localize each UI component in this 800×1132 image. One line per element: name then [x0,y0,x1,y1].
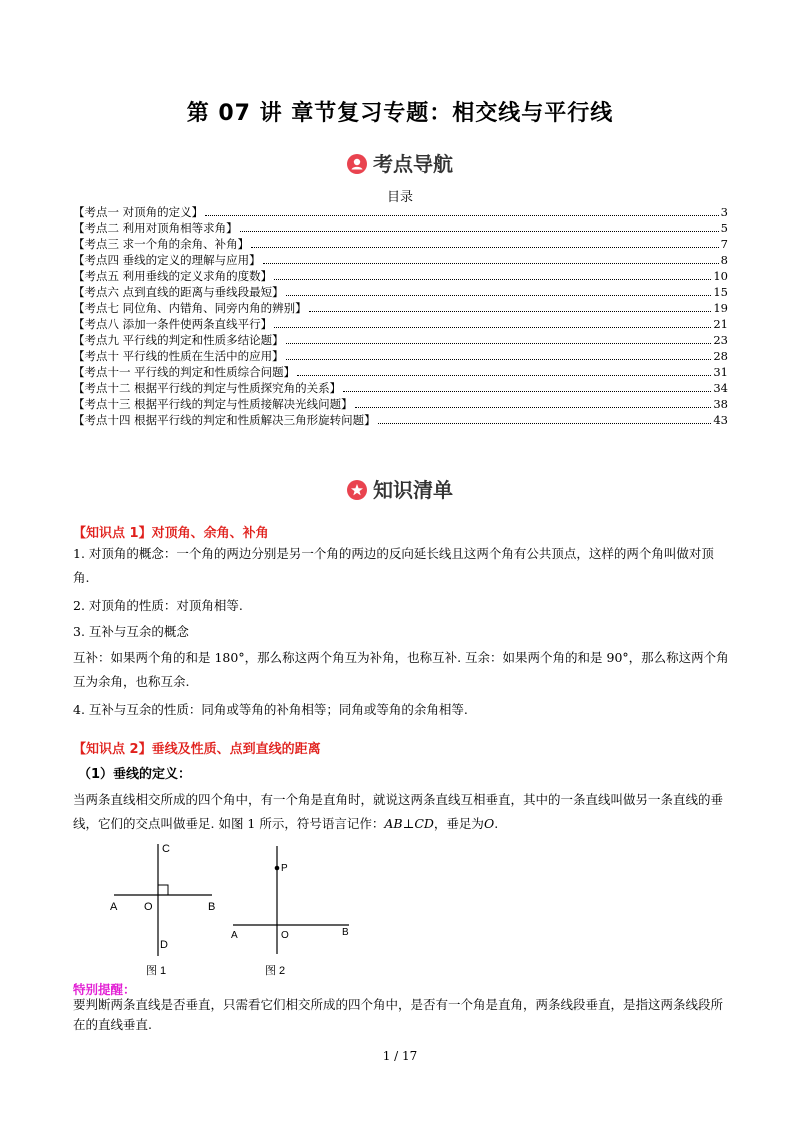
page-title: 第 07 讲 章节复习专题：相交线与平行线 [186,101,614,126]
toc-item[interactable] [73,284,728,300]
figure-2 [225,838,365,978]
nav-heading-label: 考点导航 [373,152,453,176]
notice-text: 要判断两条直线是否垂直，只需看它们相交所成的四个角中，是否有一个角是直角，两条线段垂直，是指这两条线段所在的直线垂直. [73,997,724,1032]
toc-item[interactable] [73,316,728,332]
fig2-label-p: P [281,863,288,874]
fig1-label-b: B [208,901,216,913]
kp1-heading: 【知识点 1】对顶角、余角、补角 [73,526,269,541]
toc-leader-dots [286,359,712,360]
toc-item-page: 34 [713,381,728,395]
toc-item-label: 【考点十三 根据平行线的判定与性质接解决光线问题】 [73,397,353,411]
page-separator: / [394,1049,399,1063]
toc-leader-dots [297,375,711,376]
fig1-caption: 图 1 [146,965,167,977]
fig1-label-c: C [162,843,170,855]
table-of-contents [73,204,728,428]
user-circle-icon [347,154,367,174]
kp1-paragraph-3: 3. 互补与互余的概念 [73,624,189,639]
toc-item[interactable] [73,236,728,252]
toc-item-label: 【考点六 点到直线的距离与垂线段最短】 [73,285,284,299]
toc-item[interactable] [73,204,728,220]
kp1-paragraph-4: 互补：如果两个角的和是 180°，那么称这两个角互为补角，也称互补. 互余：如果两个角的和是 90°，那么称这两个角互为余角，也称互余. [73,650,729,689]
fig1-label-d: D [160,939,168,951]
toc-item-label: 【考点十四 根据平行线的判定和性质解决三角形旋转问题】 [73,413,376,427]
fig1-label-a: A [110,901,118,913]
toc-item[interactable] [73,364,728,380]
toc-item-page: 38 [713,397,728,411]
toc-leader-dots [251,247,719,248]
fig2-caption: 图 2 [265,965,286,977]
kp1-paragraph-1: 1. 对顶角的概念：一个角的两边分别是另一个角的两边的反向延长线且这两个角有公共顶点，这样的两个角叫做对顶角. [73,546,714,585]
toc-item-page: 43 [713,413,728,427]
kp1-paragraph-2: 2. 对顶角的性质：对顶角相等. [73,598,243,613]
toc-item-label: 【考点四 垂线的定义的理解与应用】 [73,253,261,267]
toc-leader-dots [378,423,712,424]
toc-item[interactable] [73,348,728,364]
toc-item-label: 【考点九 平行线的判定和性质多结论题】 [73,333,284,347]
toc-item-page: 7 [720,237,728,251]
total-pages: 17 [402,1049,418,1063]
knowledge-heading [0,474,800,503]
page-footer [0,1049,800,1063]
toc-item-page: 21 [713,317,728,331]
toc-item[interactable] [73,220,728,236]
toc-item-page: 28 [713,349,728,363]
toc-item-label: 【考点七 同位角、内错角、同旁内角的辨别】 [73,301,307,315]
toc-leader-dots [240,231,719,232]
nav-heading [0,148,800,177]
toc-item-page: 23 [713,333,728,347]
toc-item-page: 5 [720,221,728,235]
toc-item-label: 【考点十 平行线的性质在生活中的应用】 [73,349,284,363]
toc-item-page: 8 [720,253,728,267]
toc-item[interactable] [73,396,728,412]
toc-item-page: 10 [713,269,728,283]
toc-item-page: 15 [713,285,728,299]
toc-item[interactable] [73,412,728,428]
toc-leader-dots [205,215,719,216]
kp2-subheading: （1）垂线的定义： [78,767,192,782]
toc-item-label: 【考点十二 根据平行线的判定与性质探究角的关系】 [73,381,342,395]
kp2-heading: 【知识点 2】垂线及性质、点到直线的距离 [73,742,321,757]
toc-leader-dots [309,311,712,312]
perpendicular-notation: AB⊥CD [384,816,434,831]
toc-item[interactable] [73,332,728,348]
kp1-paragraph-5: 4. 互补与互余的性质：同角或等角的补角相等；同角或等角的余角相等. [73,702,468,717]
toc-item-label: 【考点三 求一个角的余角、补角】 [73,237,250,251]
toc-item-label: 【考点二 利用对顶角相等求角】 [73,221,238,235]
toc-item-page: 3 [720,205,728,219]
kp2-paragraph-1: 当两条直线相交所成的四个角中，有一个角是直角时，就说这两条直线互相垂直，其中的一条直线叫做另一条直线的垂线，它们的交点叫做垂足. 如图 1 所示，符号语言记作：AB⊥CD，垂足为O. [73,792,724,831]
star-circle-icon [347,480,367,500]
knowledge-heading-label: 知识清单 [373,478,453,502]
fig2-label-o: O [281,930,289,941]
toc-item[interactable] [73,380,728,396]
toc-leader-dots [274,327,711,328]
toc-title: 目录 [386,190,413,205]
toc-item[interactable] [73,300,728,316]
toc-item[interactable] [73,252,728,268]
fig1-label-o: O [144,901,153,913]
toc-item-label: 【考点八 添加一条件使两条直线平行】 [73,317,273,331]
toc-item[interactable] [73,268,728,284]
notice-heading: 特别提醒： [73,982,136,997]
toc-leader-dots [286,343,712,344]
current-page: 1 [382,1049,391,1063]
toc-leader-dots [343,391,711,392]
toc-leader-dots [355,407,712,408]
toc-item-page: 19 [713,301,728,315]
toc-item-label: 【考点五 利用垂线的定义求角的度数】 [73,269,273,283]
toc-item-label: 【考点一 对顶角的定义】 [73,205,204,219]
toc-leader-dots [286,295,712,296]
figure-1 [100,838,230,978]
toc-leader-dots [263,263,719,264]
toc-item-label: 【考点十一 平行线的判定和性质综合问题】 [73,365,296,379]
fig2-label-b: B [342,927,349,938]
toc-item-page: 31 [713,365,728,379]
toc-leader-dots [274,279,711,280]
fig2-label-a: A [231,930,238,941]
